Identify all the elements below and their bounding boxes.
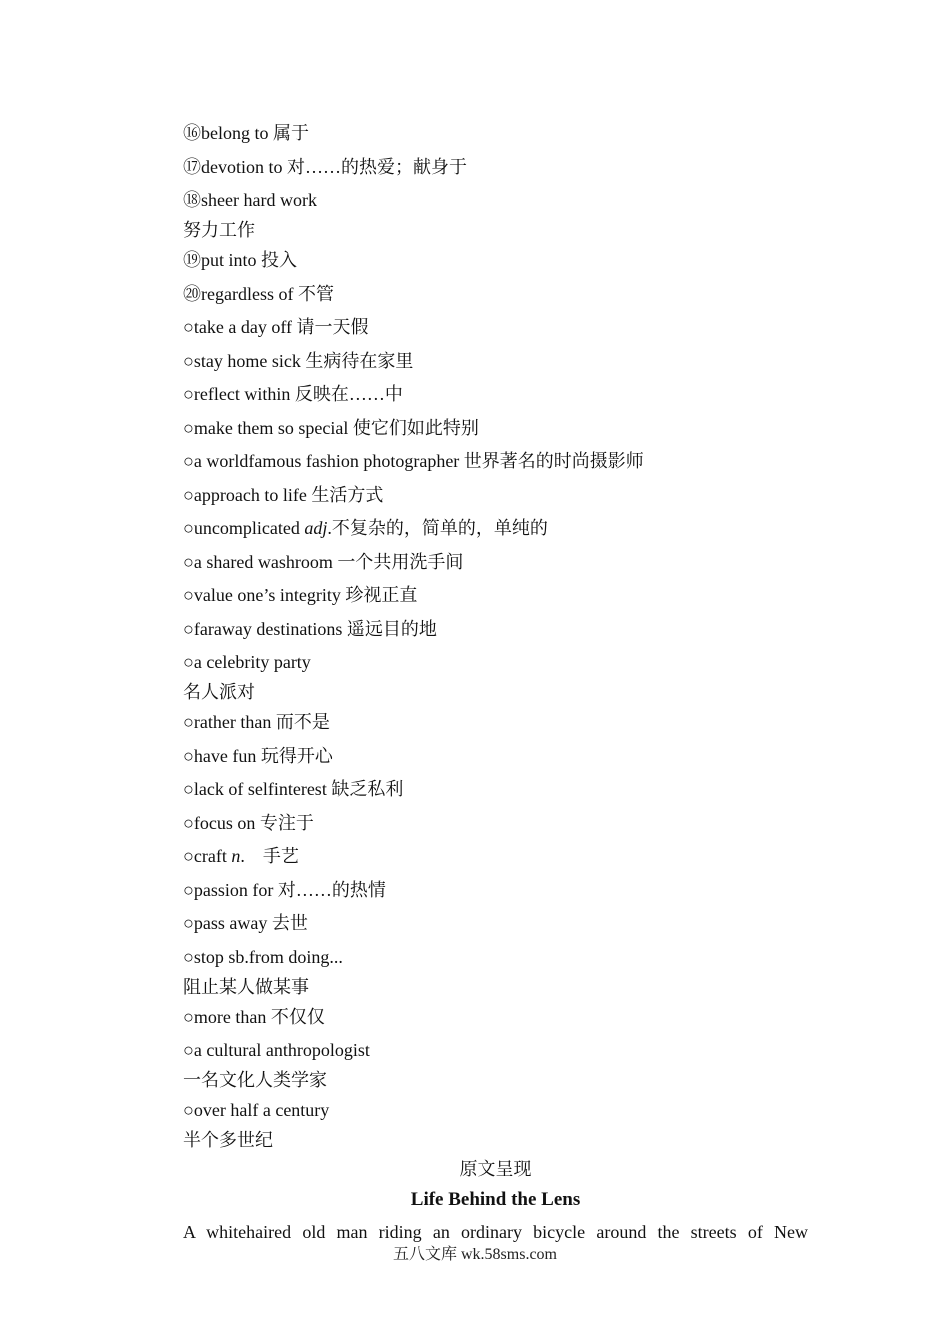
- list-item: ⑳regardless of 不管: [183, 283, 334, 304]
- list-item: ○passion for 对……的热情: [183, 879, 386, 900]
- list-item-translation: 努力工作: [183, 220, 255, 240]
- list-item: ⑰devotion to 对……的热爱；献身于: [183, 156, 467, 177]
- list-item: ○lack of selfinterest 缺乏私利: [183, 779, 404, 799]
- list-item: ○a worldfamous fashion photographer 世界著名的时尚摄影师: [183, 451, 644, 471]
- list-item-translation: 半个多世纪: [183, 1130, 273, 1150]
- list-item: ○pass away 去世: [183, 913, 308, 933]
- list-item: ○a shared washroom 一个共用洗手间: [183, 551, 464, 572]
- list-item: ○stay home sick 生病待在家里: [183, 350, 414, 371]
- list-item: ⑱sheer hard work: [183, 190, 317, 210]
- list-item: ○approach to life 生活方式: [183, 484, 384, 505]
- list-item: [183, 516, 808, 540]
- part-of-speech: adj: [304, 518, 328, 538]
- article-title: Life Behind the Lens: [410, 1189, 581, 1210]
- list-item: ○have fun 玩得开心: [183, 745, 333, 766]
- definition-text: . 手艺: [240, 846, 299, 866]
- list-item: ○reflect within 反映在……中: [183, 384, 403, 404]
- list-item: ○over half a century: [183, 1100, 330, 1120]
- section-heading: 原文呈现: [459, 1159, 532, 1180]
- list-item: ○rather than 而不是: [183, 712, 330, 732]
- list-item: ○a celebrity party: [183, 652, 311, 672]
- list-item: ⑲put into 投入: [183, 250, 298, 270]
- list-item-translation: 一名文化人类学家: [183, 1070, 327, 1090]
- list-item: ○a cultural anthropologist: [183, 1040, 370, 1060]
- list-item: ○take a day off 请一天假: [183, 317, 369, 337]
- list-item: ○more than 不仅仅: [183, 1006, 325, 1027]
- list-item: ⑯belong to 属于: [183, 123, 309, 143]
- list-item-translation: 阻止某人做某事: [183, 976, 309, 997]
- list-item: [183, 844, 808, 868]
- part-of-speech: n: [231, 846, 241, 866]
- list-item: ○value one’s integrity 珍视正直: [183, 585, 418, 605]
- term-text: ○craft: [183, 846, 232, 866]
- list-item: ○make them so special 使它们如此特别: [183, 417, 479, 438]
- vocabulary-list: [183, 121, 808, 1244]
- page-footer: 五八文库 wk.58sms.com: [392, 1246, 557, 1263]
- term-text: ○uncomplicated: [183, 518, 305, 538]
- list-item: ○faraway destinations 遥远目的地: [183, 618, 437, 639]
- list-item-translation: 名人派对: [183, 682, 255, 702]
- article-paragraph: A whitehaired old man riding an ordinary bicycle around the streets of New: [183, 1222, 808, 1242]
- list-item: ○focus on 专注于: [183, 812, 314, 833]
- definition-text: .不复杂的，简单的，单纯的: [327, 518, 548, 538]
- list-item: ○stop sb.from doing...: [183, 946, 343, 967]
